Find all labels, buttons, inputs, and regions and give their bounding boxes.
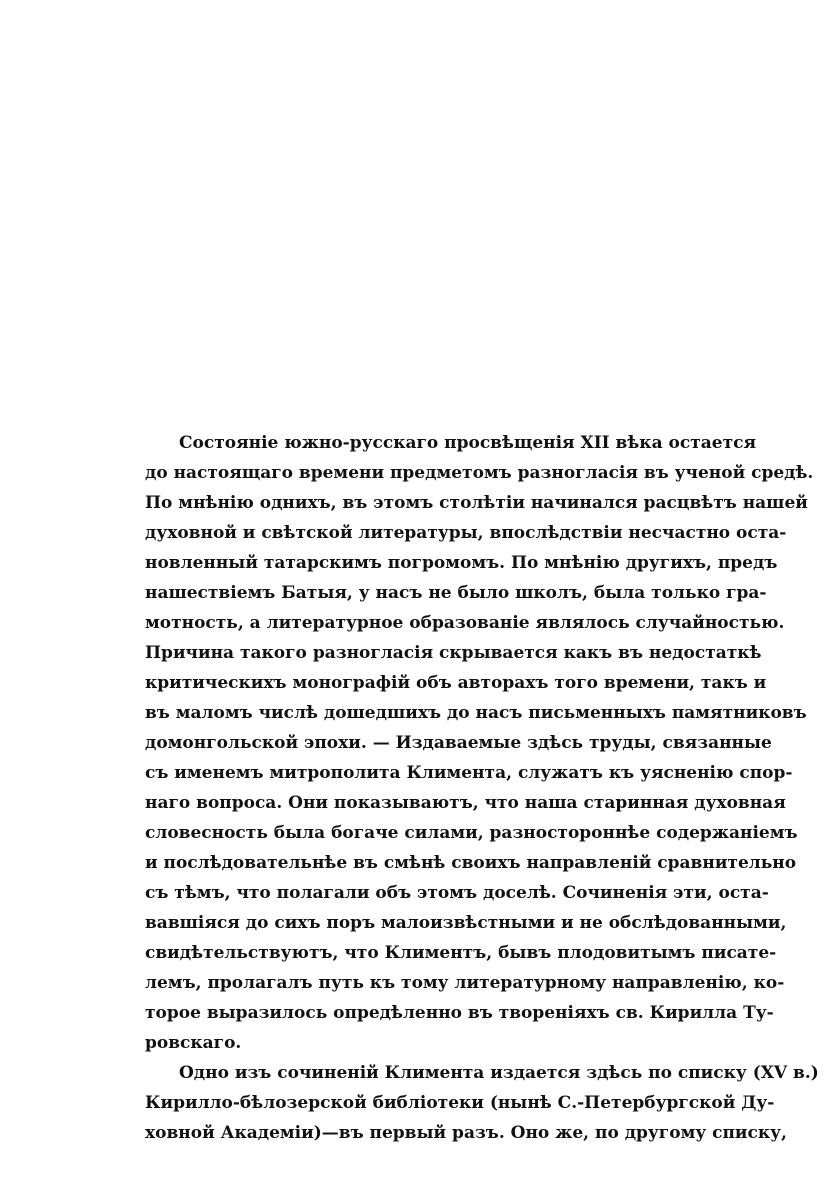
text-line: до настоящаго времени предметомъ разногласiя въ ученой средѣ. [145, 463, 814, 483]
text-line: Причина такого разногласiя скрывается какъ въ недостаткѣ [145, 643, 762, 663]
text-line: критическихъ монографiй объ авторахъ того времени, такъ и [145, 673, 767, 693]
text-line: нашествiемъ Батыя, у насъ не было школъ, была только гра- [145, 583, 767, 603]
text-line: свидѣтельствуютъ, что Климентъ, бывъ плодовитымъ писате- [145, 943, 777, 963]
body-text [145, 428, 819, 1148]
text-line: вавшiяся до сихъ поръ малоизвѣстными и не обслѣдованными, [145, 913, 787, 933]
text-line: домонгольской эпохи. — Издаваемые здѣсь труды, связанные [145, 733, 772, 753]
text-line: наго вопроса. Они показываютъ, что наша старинная духовная [145, 793, 786, 813]
text-line: и послѣдовательнѣе въ смѣнѣ своихъ направленiй сравнительно [145, 853, 797, 873]
text-line: духовной и свѣтской литературы, впослѣдствiи несчастно оста- [145, 523, 787, 543]
text-line: новленный татарскимъ погромомъ. По мнѣнiю другихъ, предъ [145, 553, 778, 573]
text-line: По мнѣнiю однихъ, въ этомъ столѣтiи начинался расцвѣтъ нашей [145, 493, 808, 513]
text-line: словесность была богаче силами, разностороннѣе содержанiемъ [145, 823, 798, 843]
text-line: лемъ, пролагалъ путь къ тому литературному направленiю, ко- [145, 973, 785, 993]
text-line: Одно изъ сочиненiй Климента издается здѣсь по списку (XV в.) [179, 1063, 819, 1083]
text-line: мотность, а литературное образованiе являлось случайностью. [145, 613, 785, 633]
text-line: ховной Академiи)—въ первый разъ. Оно же, по другому списку, [145, 1123, 787, 1143]
text-line: въ маломъ числѣ дошедшихъ до насъ письменныхъ памятниковъ [145, 703, 807, 723]
text-line: съ тѣмъ, что полагали объ этомъ доселѣ. Сочиненiя эти, оста- [145, 883, 769, 903]
text-line: Кирилло-бѣлозерской библiотеки (нынѣ С.-Петербургской Ду- [145, 1093, 775, 1113]
text-line: ровскаго. [145, 1033, 242, 1053]
text-line: торое выразилось опредѣленно въ творенiяхъ св. Кирилла Ту- [145, 1003, 774, 1023]
text-line: съ именемъ митрополита Климента, служатъ къ уясненiю спор- [145, 763, 793, 783]
text-line: Состоянiе южно-русскаго просвѣщенiя XII вѣка остается [179, 433, 757, 453]
